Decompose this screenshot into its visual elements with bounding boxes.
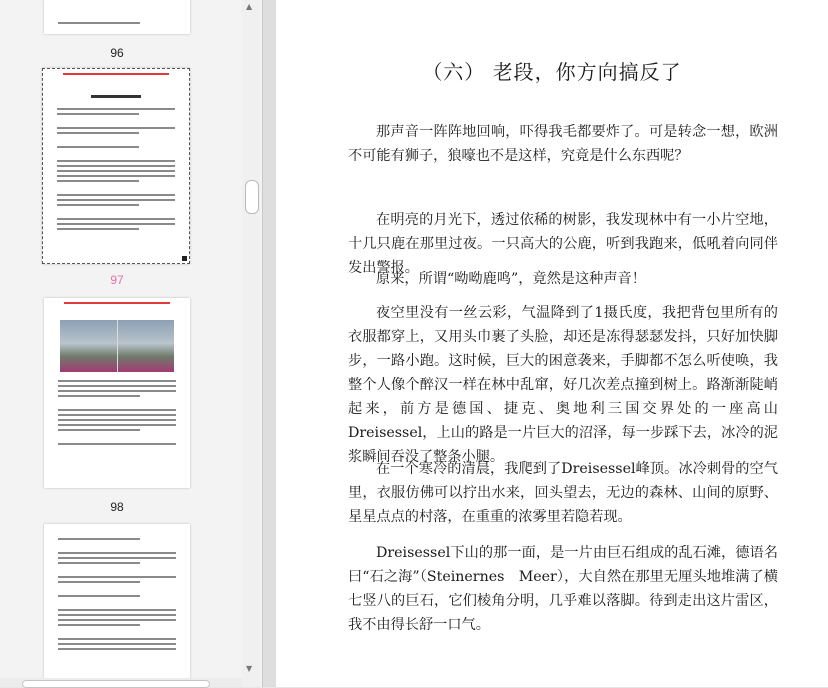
thumb-text-line bbox=[58, 648, 176, 650]
thumb-text-line bbox=[57, 146, 139, 148]
scroll-up-arrow-icon[interactable]: ▲ bbox=[246, 2, 253, 11]
thumb-text-line bbox=[58, 22, 140, 24]
thumb-text-line bbox=[58, 395, 140, 397]
thumb-text-line bbox=[57, 132, 139, 134]
thumb-text-line bbox=[58, 562, 140, 564]
thumb-text-line bbox=[58, 419, 176, 421]
thumb-text-line bbox=[57, 204, 139, 206]
thumb-text-line bbox=[58, 538, 140, 540]
thumb-text-line bbox=[57, 160, 175, 162]
thumb-text-line bbox=[58, 552, 176, 554]
thumb-text-line bbox=[58, 443, 176, 445]
thumb-text-line bbox=[58, 595, 140, 597]
thumb-text-line bbox=[58, 414, 176, 416]
chapter-title: （六） 老段，你方向搞反了 bbox=[422, 60, 682, 84]
thumb-text-line bbox=[57, 175, 175, 177]
paragraph-2: 在明亮的月光下，透过依稀的树影，我发现林中有一小片空地，十几只鹿在那里过夜。一只高大的公鹿，听到我跑来，低吼着向同伴发出警报。 bbox=[348, 212, 778, 276]
thumbnail-pane[interactable] bbox=[0, 0, 262, 687]
thumb-text-line bbox=[57, 223, 175, 225]
thumb-text-line bbox=[57, 108, 175, 110]
thumb-text-line bbox=[58, 385, 176, 387]
thumb-header-line bbox=[64, 302, 170, 304]
thumb-title-line bbox=[91, 95, 141, 98]
thumb-corner-mark bbox=[182, 256, 187, 261]
thumb-text-line bbox=[58, 643, 176, 645]
thumb-text-line bbox=[57, 228, 139, 230]
thumb-text-line bbox=[57, 180, 139, 182]
paragraph-6: Dreisessel下山的那一面，是一片由巨石组成的乱石滩，德语名曰“石之海”（Steinernes Meer），大自然在那里无厘头地堆满了横七竖八的巨石，它们棱角分明，几乎难以落脚。待到走出这片雷区，我不由得长舒一口气。 bbox=[348, 545, 778, 633]
thumb-text-line bbox=[57, 165, 175, 167]
thumbnail-scrollbar-track[interactable] bbox=[242, 0, 260, 687]
thumb-text-line bbox=[58, 424, 176, 426]
thumbnail-scrollbar-thumb[interactable] bbox=[245, 180, 259, 214]
thumb-text-line bbox=[58, 619, 176, 621]
thumb-text-line bbox=[58, 429, 140, 431]
thumb-text-line bbox=[58, 409, 176, 411]
paragraph-1: 那声音一阵阵地回响，吓得我毛都要炸了。可是转念一想，欧洲不可能有狮子，狼嚎也不是这样，究竟是什么东西呢？ bbox=[348, 124, 778, 164]
thumb-text-line bbox=[58, 557, 176, 559]
thumb-text-line bbox=[58, 609, 176, 611]
pane-splitter[interactable] bbox=[262, 0, 277, 687]
thumb-text-line bbox=[58, 380, 176, 382]
thumb-text-line bbox=[57, 113, 139, 115]
thumb-header-line bbox=[63, 73, 169, 75]
thumb-text-line bbox=[57, 218, 175, 220]
page-number-label-96: 96 bbox=[110, 46, 124, 60]
page-thumbnail-97[interactable] bbox=[44, 298, 190, 488]
thumb-text-line bbox=[58, 581, 140, 583]
thumb-text-line bbox=[58, 576, 176, 578]
page-thumbnail-96[interactable] bbox=[42, 68, 190, 264]
thumb-photo bbox=[60, 320, 174, 372]
paragraph-5: 在一个寒冷的清晨，我爬到了Dreisessel峰顶。冰冷刺骨的空气里，衣服仿佛可以拧出水来，回头望去，无边的森林、山间的原野、星星点点的村落，在重重的浓雾里若隐若现。 bbox=[348, 461, 778, 525]
page-thumbnail-98[interactable] bbox=[44, 524, 190, 687]
paragraph-4: 夜空里没有一丝云彩，气温降到了1摄氏度，我把背包里所有的衣服都穿上，又用头巾裹了头脸，却还是冻得瑟瑟发抖，只好加快脚步，一路小跑。这时候，巨大的困意袭来，手脚都不怎么听使唤，我整个人像个醉汉一样在林中乱窜，好几次差点撞到树上。路渐渐陡峭起来，前方是德国、捷克、奥地利三国交界处的一座高山Dreisessel，上山的路是一片巨大的沼泽，每一步踩下去，冰冷的泥浆瞬间吞没了整条小腿。 bbox=[348, 305, 778, 465]
thumb-text-line bbox=[58, 390, 176, 392]
thumb-text-line bbox=[57, 170, 175, 172]
paragraph-3: 原来，所谓“呦呦鹿鸣”，竟然是这种声音！ bbox=[376, 271, 646, 287]
thumb-text-line bbox=[57, 194, 175, 196]
thumb-text-line bbox=[58, 624, 140, 626]
thumb-text-line bbox=[58, 638, 176, 640]
page-number-label-98: 98 bbox=[110, 500, 124, 514]
scroll-down-arrow-icon[interactable]: ▼ bbox=[246, 664, 253, 673]
thumb-text-line bbox=[57, 127, 175, 129]
page-thumbnail-95[interactable] bbox=[44, 0, 190, 34]
document-page bbox=[276, 0, 828, 687]
thumb-text-line bbox=[58, 614, 176, 616]
page-number-label-97: 97 bbox=[110, 273, 124, 287]
thumb-text-line bbox=[57, 199, 175, 201]
